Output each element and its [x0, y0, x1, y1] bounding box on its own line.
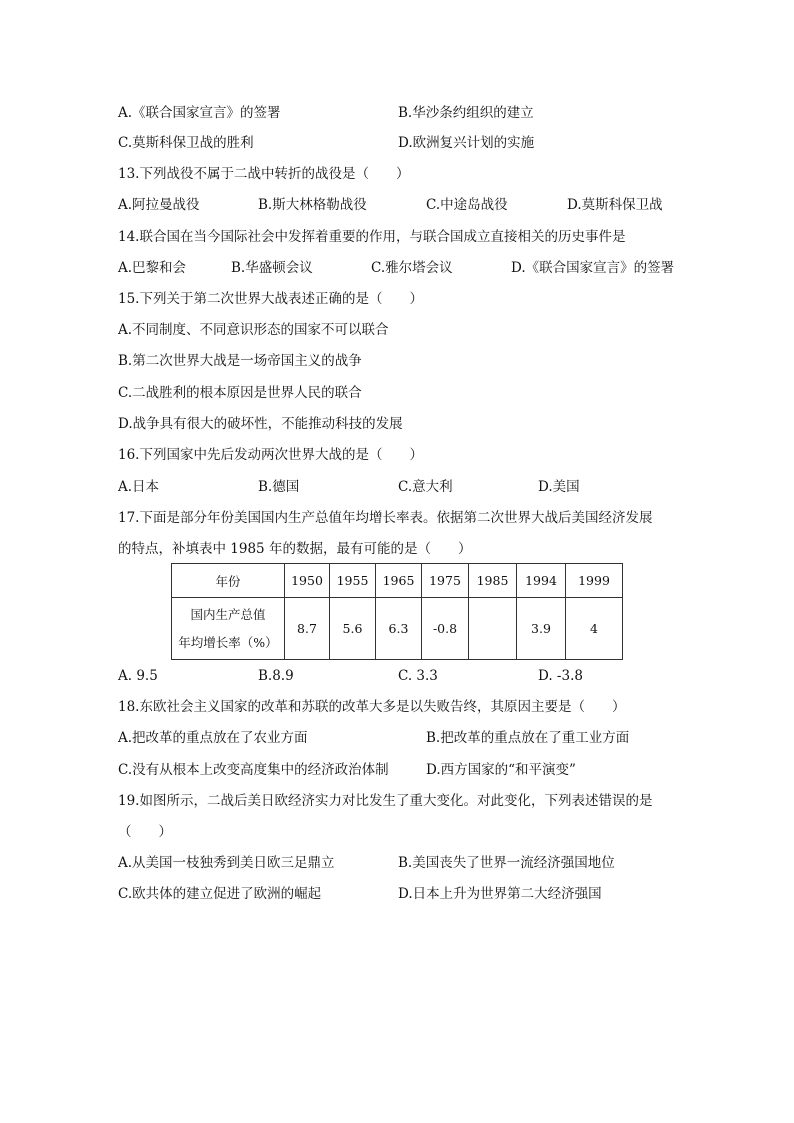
q17-option-c: C. 3.3	[398, 668, 438, 684]
table-header-label: 年份	[172, 564, 285, 598]
table-year-cell: 1965	[376, 564, 422, 598]
table-value-cell: 3.9	[517, 598, 566, 660]
table-year-cell: 1999	[566, 564, 623, 598]
q18-option-d: D.西方国家的“和平演变”	[426, 762, 576, 778]
table-value-cell: 6.3	[376, 598, 422, 660]
table-value-cell-blank	[469, 598, 517, 660]
q15-option-a: A.不同制度、不同意识形态的国家不可以联合	[118, 322, 389, 338]
table-value-cell: 8.7	[285, 598, 330, 660]
q14-option-d: D.《联合国家宣言》的签署	[511, 260, 675, 276]
table-value-row	[172, 598, 623, 660]
q16-stem: 16.下列国家中先后发动两次世界大战的是（ ）	[118, 447, 423, 463]
q19-option-c: C.欧共体的建立促进了欧洲的崛起	[118, 886, 322, 902]
q13-option-d: D.莫斯科保卫战	[567, 197, 663, 213]
table-year-cell: 1950	[285, 564, 330, 598]
q15-stem: 15.下列关于第二次世界大战表述正确的是（ ）	[118, 291, 423, 307]
q16-option-c: C.意大利	[398, 479, 453, 495]
q19-option-b: B.美国丧失了世界一流经济强国地位	[398, 855, 615, 871]
q13-stem: 13.下列战役不属于二战中转折的战役是（ ）	[118, 166, 410, 182]
table-value-cell: 4	[566, 598, 623, 660]
q12-option-b: B.华沙条约组织的建立	[398, 105, 534, 121]
q17-stem-line2: 的特点，补填表中 1985 年的数据，最有可能的是（ ）	[118, 541, 472, 557]
q14-option-a: A.巴黎和会	[118, 260, 187, 276]
table-row-label	[172, 598, 285, 660]
q15-option-c: C.二战胜利的根本原因是世界人民的联合	[118, 385, 362, 401]
q14-stem: 14.联合国在当今国际社会中发挥着重要的作用，与联合国成立直接相关的历史事件是	[118, 229, 626, 245]
q14-option-c: C.雅尔塔会议	[371, 260, 453, 276]
q18-option-a: A.把改革的重点放在了农业方面	[118, 730, 308, 746]
q12-option-a: A.《联合国家宣言》的签署	[118, 105, 281, 121]
q18-stem: 18.东欧社会主义国家的改革和苏联的改革大多是以失败告终，其原因主要是（ ）	[118, 699, 626, 715]
q17-option-d: D. -3.8	[538, 668, 583, 684]
q17-stem-line1: 17.下面是部分年份美国国内生产总值年均增长率表。依据第二次世界大战后美国经济发展	[118, 510, 653, 526]
table-value-cell: -0.8	[422, 598, 469, 660]
table-header-row	[172, 564, 623, 598]
q18-option-c: C.没有从根本上改变高度集中的经济政治体制	[118, 762, 389, 778]
q15-option-d: D.战争具有很大的破坏性，不能推动科技的发展	[118, 416, 403, 432]
q13-option-b: B.斯大林格勒战役	[258, 197, 367, 213]
q17-option-b: B.8.9	[258, 668, 294, 684]
q19-stem-line1: 19.如图所示，二战后美日欧经济实力对比发生了重大变化。对此变化，下列表述错误的是	[118, 793, 653, 809]
table-year-cell: 1975	[422, 564, 469, 598]
q19-stem-line2: （ ）	[118, 824, 172, 840]
q15-option-b: B.第二次世界大战是一场帝国主义的战争	[118, 353, 362, 369]
q16-option-a: A.日本	[118, 479, 160, 495]
q16-option-d: D.美国	[538, 479, 580, 495]
table-value-cell: 5.6	[330, 598, 376, 660]
q17-option-a: A. 9.5	[118, 668, 158, 684]
table-row-label-line2: 年均增长率（%）	[178, 634, 278, 650]
q16-option-b: B.德国	[258, 479, 300, 495]
q13-option-a: A.阿拉曼战役	[118, 197, 200, 213]
table-year-cell: 1955	[330, 564, 376, 598]
gdp-growth-table	[171, 563, 623, 660]
table-row-label-line1: 国内生产总值	[190, 606, 266, 622]
q12-option-c: C.莫斯科保卫战的胜利	[118, 135, 254, 151]
table-year-cell: 1994	[517, 564, 566, 598]
q13-option-c: C.中途岛战役	[426, 197, 508, 213]
q19-option-a: A.从美国一枝独秀到美日欧三足鼎立	[118, 855, 335, 871]
q14-option-b: B.华盛顿会议	[231, 260, 313, 276]
q19-option-d: D.日本上升为世界第二大经济强国	[398, 886, 602, 902]
q18-option-b: B.把改革的重点放在了重工业方面	[426, 730, 630, 746]
q12-option-d: D.欧洲复兴计划的实施	[398, 135, 535, 151]
table-year-cell: 1985	[469, 564, 517, 598]
